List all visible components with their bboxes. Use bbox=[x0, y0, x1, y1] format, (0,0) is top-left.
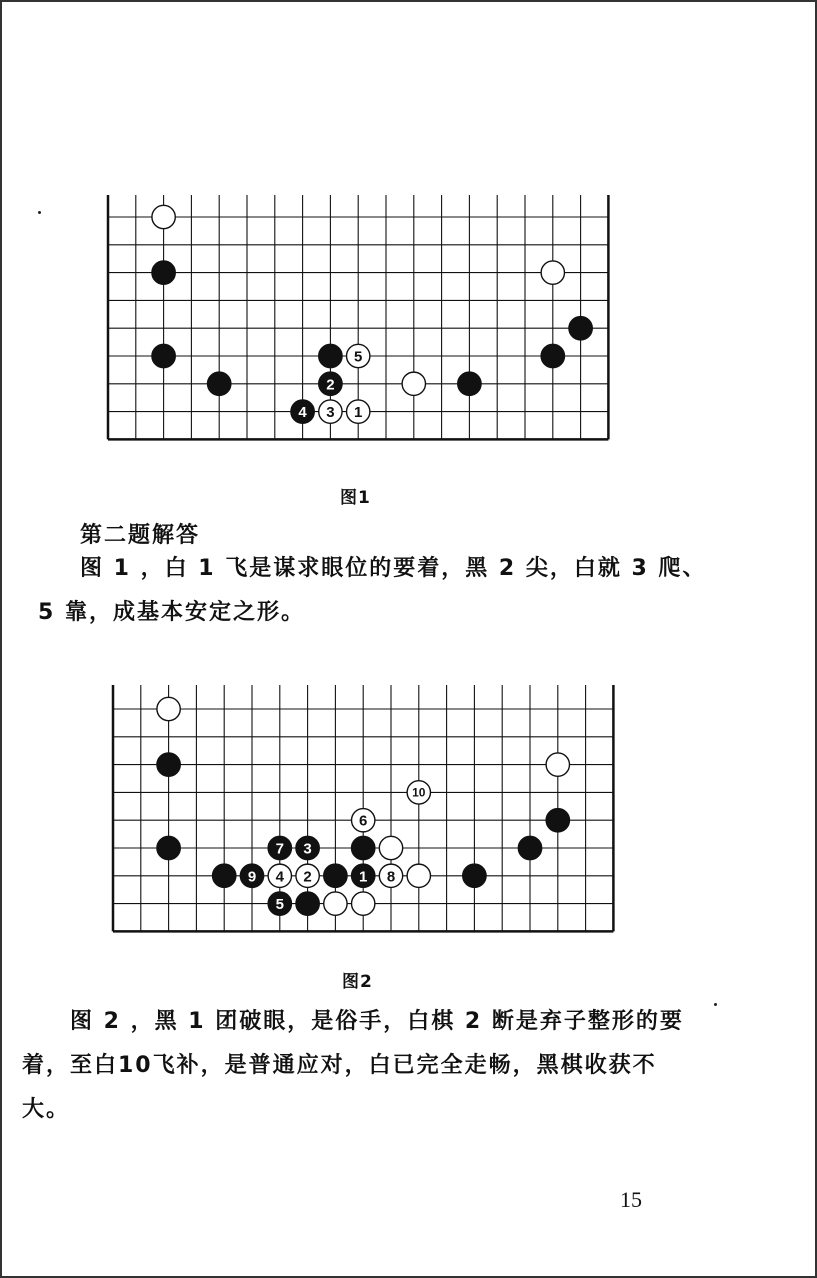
page-number: 15 bbox=[620, 1187, 642, 1212]
scan-speck bbox=[38, 211, 41, 214]
white-stone bbox=[407, 864, 430, 887]
black-stone bbox=[352, 836, 375, 859]
white-stone bbox=[152, 205, 175, 228]
black-stone bbox=[208, 372, 231, 395]
paragraph-1-line-1: 图 1 ，白 1 飞是谋求眼位的要着，黑 2 尖，白就 3 爬、 bbox=[80, 556, 707, 581]
black-stone bbox=[324, 864, 347, 887]
white-stone bbox=[541, 261, 564, 284]
white-stone-2 bbox=[296, 864, 319, 887]
stone-number: 4 bbox=[298, 404, 307, 422]
stone-number: 2 bbox=[303, 868, 312, 886]
scan-speck bbox=[714, 1003, 717, 1006]
black-stone bbox=[296, 892, 319, 915]
stone-number: 3 bbox=[303, 840, 312, 858]
paragraph-2 bbox=[22, 1000, 684, 1132]
stone-number: 4 bbox=[275, 868, 284, 886]
stone-number: 9 bbox=[247, 868, 257, 886]
black-stone bbox=[569, 317, 592, 340]
white-stone bbox=[352, 892, 375, 915]
paragraph-2-line-2: 着，至白10飞补，是普通应对，白已完全走畅，黑棋收获不 bbox=[22, 1053, 657, 1078]
black-stone bbox=[157, 753, 180, 776]
black-stone bbox=[213, 864, 236, 887]
black-stone-1 bbox=[352, 864, 375, 887]
stone-number: 8 bbox=[386, 868, 396, 886]
black-stone bbox=[157, 836, 180, 859]
white-stone bbox=[324, 892, 347, 915]
white-stone-6 bbox=[352, 809, 375, 832]
paragraph-1-line-2: 5 靠，成基本安定之形。 bbox=[38, 600, 305, 625]
black-stone bbox=[518, 836, 541, 859]
white-stone-1 bbox=[347, 400, 370, 423]
black-stone bbox=[463, 864, 486, 887]
white-stone bbox=[379, 836, 402, 859]
black-stone bbox=[152, 261, 175, 284]
black-stone bbox=[541, 344, 564, 367]
paragraph-2-line-1: 图 2 ，黑 1 团破眼，是俗手，白棋 2 断是弃子整形的要 bbox=[70, 1009, 684, 1034]
black-stone-3 bbox=[296, 836, 319, 859]
black-stone bbox=[546, 809, 569, 832]
black-stone-5 bbox=[268, 892, 291, 915]
white-stone-5 bbox=[347, 344, 370, 367]
black-stone-7 bbox=[268, 836, 291, 859]
black-stone-4 bbox=[291, 400, 314, 423]
stone-number: 7 bbox=[275, 840, 284, 858]
section-heading: 第二题解答 bbox=[80, 523, 201, 548]
stone-number: 3 bbox=[326, 404, 335, 422]
white-stone-10 bbox=[407, 781, 430, 804]
go-diagram-1 bbox=[100, 195, 620, 450]
paragraph-1 bbox=[38, 547, 707, 635]
stone-number: 1 bbox=[354, 404, 363, 422]
stone-number: 5 bbox=[275, 896, 284, 914]
black-stone bbox=[458, 372, 481, 395]
stone-number: 5 bbox=[354, 348, 363, 366]
paragraph-2-line-3: 大。 bbox=[22, 1097, 71, 1122]
white-stone bbox=[546, 753, 569, 776]
black-stone-9 bbox=[240, 864, 263, 887]
stone-number: 6 bbox=[359, 812, 368, 830]
diagram-2-caption: 图2 bbox=[342, 972, 373, 992]
white-stone-4 bbox=[268, 864, 291, 887]
stone-number: 1 bbox=[359, 868, 368, 886]
black-stone-2 bbox=[319, 372, 342, 395]
black-stone bbox=[152, 344, 175, 367]
white-stone bbox=[157, 697, 180, 720]
white-stone bbox=[402, 372, 425, 395]
stone-number: 2 bbox=[326, 376, 335, 394]
white-stone-3 bbox=[319, 400, 342, 423]
stone-number: 10 bbox=[412, 785, 426, 800]
diagram-1-caption: 图1 bbox=[340, 488, 371, 508]
go-diagram-2 bbox=[105, 685, 620, 940]
white-stone-8 bbox=[379, 864, 402, 887]
black-stone bbox=[319, 344, 342, 367]
